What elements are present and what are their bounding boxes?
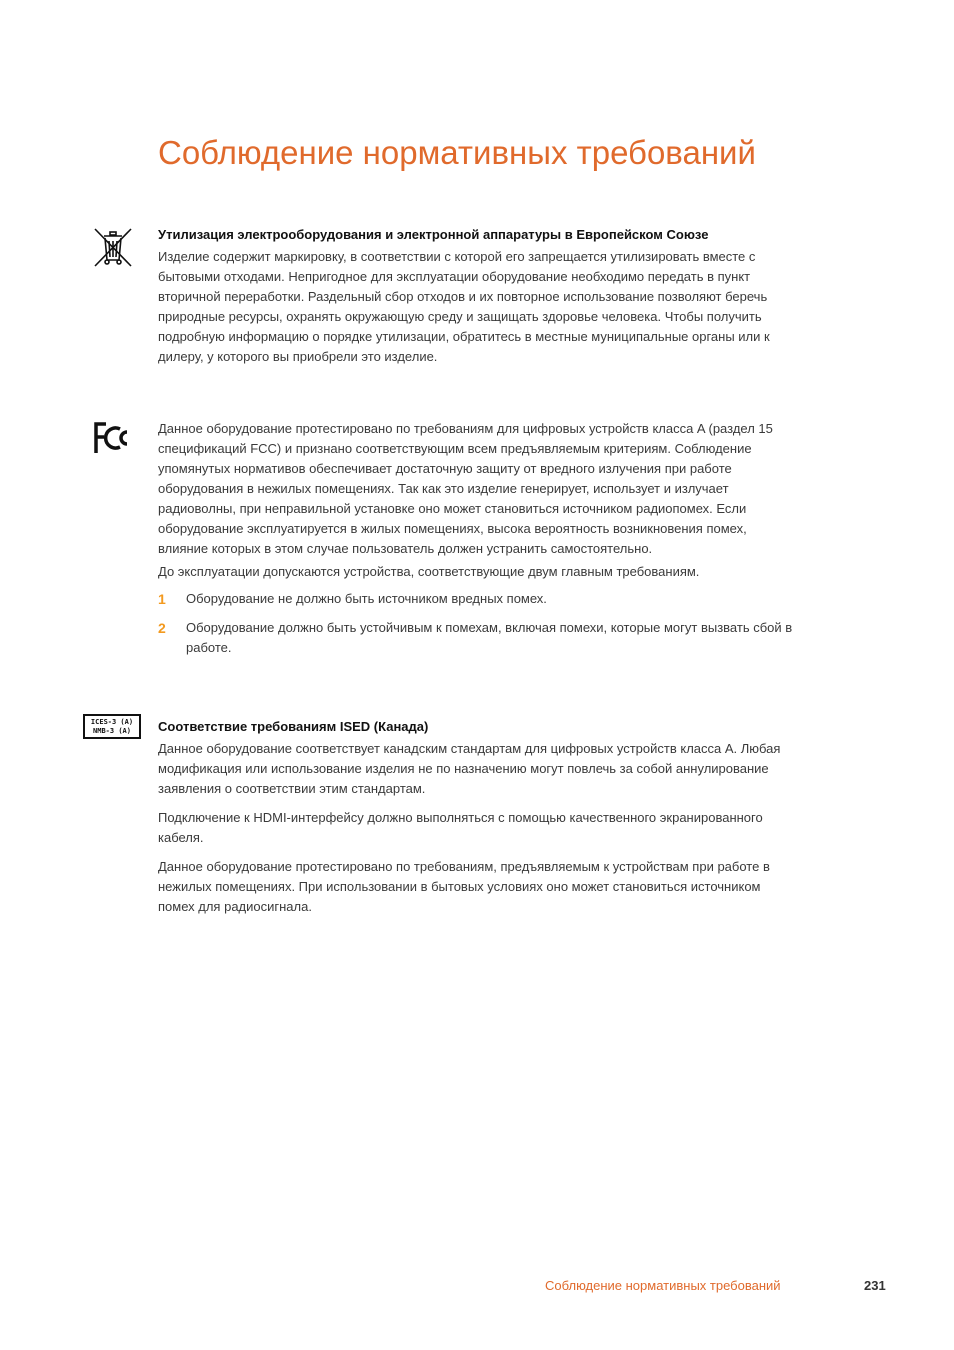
page-number: 231: [864, 1278, 886, 1293]
ised-paragraph-1: Данное оборудование соответствует канадским стандартам для цифровых устройств класса A. Любая модификация или использование изделия не по назначению могут повлечь за собой аннулирование заявления о соответствии этим стандартам.: [158, 741, 781, 796]
nmb-label: NMB-3 (A): [93, 727, 131, 735]
weee-heading: Утилизация электрооборудования и электронной аппаратуры в Европейском Союзе: [158, 227, 709, 242]
ices-nmb-label-icon: [83, 714, 141, 739]
page-title: Соблюдение нормативных требований: [158, 134, 756, 171]
fcc-logo-icon: [93, 421, 133, 455]
list-item-text: Оборудование не должно быть источником вредных помех.: [186, 591, 547, 606]
ised-section: [158, 717, 800, 926]
ices-label: ICES-3 (A): [90, 718, 134, 726]
fcc-requirements-list: [158, 589, 800, 658]
weee-body: Изделие содержит маркировку, в соответствии с которой его запрещается утилизировать вместе с бытовыми отходами. Непригодное для эксплуатации оборудование необходимо передать в пункт вторичной переработки. Раздельный сбор отходов и их повторное использование позволяют беречь природные ресурсы, охранять окружающую среду и защищать здоровье человека. Чтобы получить подробную информацию о порядке утилизации, обратитесь в местные муниципальные органы или к дилеру, у которого вы приобрели это изделие.: [158, 249, 770, 364]
fcc-body: Данное оборудование протестировано по требованиям для цифровых устройств класса A (раздел 15 спецификаций FCC) и признано соответствующим всем предъявляемым критериям. Соблюдение упомянутых нормативов обеспечивает достаточную защиту от вредного излучения при работе оборудования в нежилых помещениях. Так как это изделие генерирует, использует и излучает радиоволны, при неправильной установке оно может становиться источником радиопомех. Если оборудование эксплуатируется в жилых помещениях, высока вероятность возникновения помех, влияние которых в этом случае пользователь должен устранить самостоятельно.: [158, 421, 773, 556]
list-number: 1: [158, 591, 166, 607]
fcc-intro: До эксплуатации допускаются устройства, соответствующие двум главным требованиям.: [158, 564, 700, 579]
ised-heading: Соответствие требованиям ISED (Канада): [158, 719, 429, 734]
list-number: 2: [158, 620, 166, 636]
footer-title: Соблюдение нормативных требований: [545, 1278, 781, 1293]
list-item-text: Оборудование должно быть устойчивым к помехам, включая помехи, которые могут вызвать сбой в работе.: [186, 620, 793, 655]
weee-section: [158, 225, 800, 376]
crossed-bin-icon: [92, 226, 134, 268]
list-item: [158, 589, 800, 609]
ised-paragraph-3: Данное оборудование протестировано по требованиям, предъявляемым к устройствам при работе в нежилых помещениях. При использовании в бытовых условиях оно может становиться источником помех для радиосигнала.: [158, 859, 770, 914]
list-item: [158, 618, 800, 658]
ised-paragraph-2: Подключение к HDMI-интерфейсу должно выполняться с помощью качественного экранированного кабеля.: [158, 810, 763, 845]
fcc-section: [158, 419, 800, 667]
